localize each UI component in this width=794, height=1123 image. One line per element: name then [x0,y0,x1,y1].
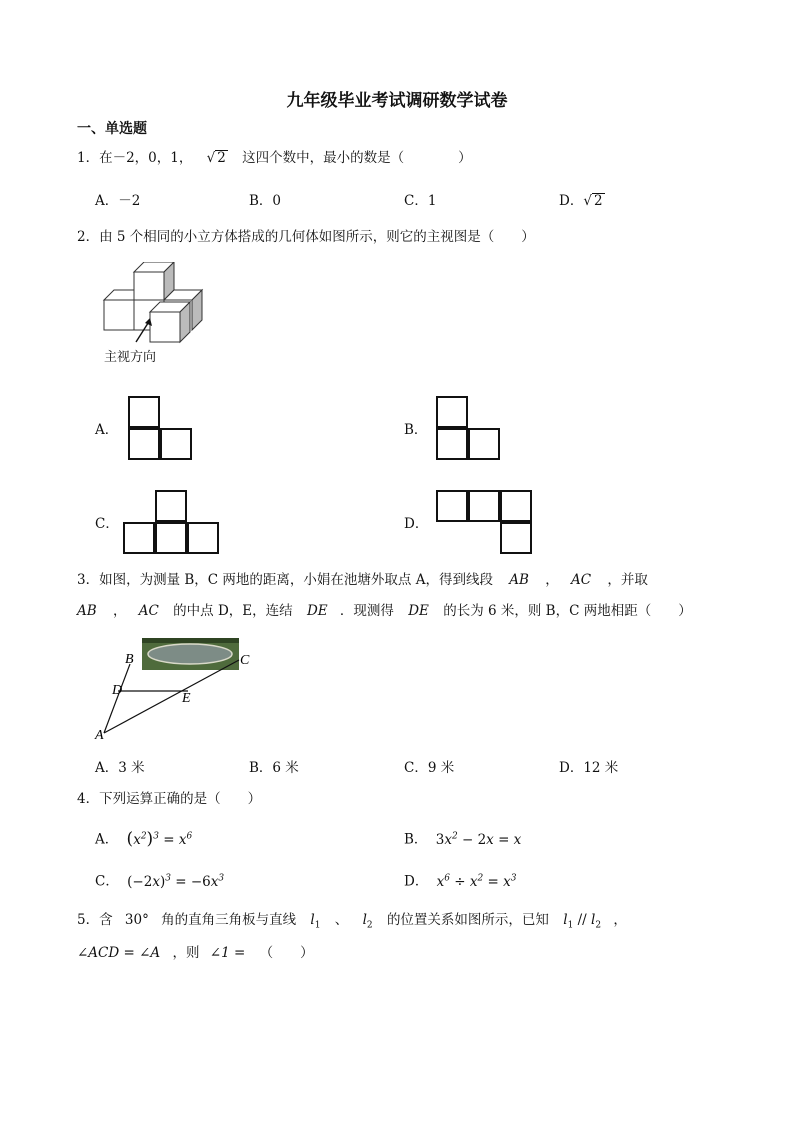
q5-line-l2: $l_2$ [362,912,373,931]
q5-angle-1: ∠1 = [209,945,246,961]
q4-option-c-prefix: C． [95,873,119,890]
q1-option-a: A．－2 [95,193,141,209]
q3-label-a: A [95,728,104,743]
question-3-line-1 [77,570,648,590]
q3-label-e: E [182,691,191,706]
q3-segment-ab-2: AB [77,603,97,619]
q3-pond-figure [92,636,252,746]
q3-segment-de-2: DE [408,603,429,619]
question-5-line-1 [77,910,627,936]
question-4-stem: 4．下列运算正确的是（ ） [77,791,262,807]
q1-option-d-radicand: 2 [593,193,603,209]
q5-angle-30: 30° [124,912,149,928]
q4-option-b-prefix: B． [404,831,428,848]
question-1-stem [77,148,472,168]
q5-line2-text-b: ，则 [172,945,200,961]
q2-figure-caption: 主视方向 [104,350,157,365]
q3-segment-ac: AC [571,572,592,588]
q3-comma-1: ， [545,572,559,588]
q2-option-c-label: C． [95,516,119,532]
q1-option-d: D．√ 2 [559,193,603,209]
q5-line1-text-a: 5．含 [77,912,113,928]
q3-line1-text-b: ，并取 [607,572,648,588]
q1-stem-part-b: 这四个数中，最小的数是（ [242,150,405,166]
q4-option-a [95,826,192,850]
question-2-stem: 2．由 5 个相同的小立方体搭成的几何体如图所示，则它的主视图是（ ） [77,229,535,245]
q5-l1-parallel-l2: $l_1 // l_2$ [563,912,602,931]
q4-option-a-prefix: A． [95,831,119,848]
q2-option-a-label: A． [95,422,119,438]
page-title: 九年级毕业考试调研数学试卷 [286,91,508,111]
q4-option-c [95,868,224,892]
q3-option-c: C．9 米 [404,760,455,776]
q3-segment-ab: AB [509,572,529,588]
q5-separator: 、 [334,912,349,928]
q5-line1-end: ， [613,912,627,928]
q1-option-c: C．1 [404,193,437,209]
q3-line2-text-c: ．现测得 [339,603,394,619]
q3-label-c: C [240,653,250,668]
q3-line2-text-d: 的长为 6 米，则 B，C 两地相距（ ） [443,603,692,619]
q3-segment-de: DE [306,603,328,619]
q5-answer-paren: （ ） [259,945,314,961]
q3-option-d: D．12 米 [559,760,619,776]
q1-sqrt-2: √ 2 [206,150,226,166]
q1-stem-end: ） [458,150,472,166]
q1-option-b: B．0 [249,193,282,209]
section-heading-single-choice: 一、单选题 [77,121,147,137]
q3-option-b: B．6 米 [249,760,299,776]
q3-segment-ac-2: AC [138,603,159,619]
q5-angle-equation: ∠ACD = ∠A [77,945,161,961]
q1-option-d-prefix: D． [559,193,584,209]
q3-option-a: A．3 米 [95,760,145,776]
question-5-line-2 [77,943,314,963]
q4-option-b [404,826,521,850]
q3-line2-text-b: 的中点 D，E，连结 [173,603,293,619]
q3-comma-2: ， [112,603,127,619]
q4-option-c-formula: $(-2x)^3 = -6x^3$ [127,873,225,890]
q5-line1-text-c: 的位置关系如图所示，已知 [386,912,549,928]
q2-option-d-label: D． [404,516,429,532]
q4-option-a-formula: $(x^2)^3 = x^6$ [126,828,193,849]
q3-label-b: B [125,652,134,667]
q1-stem-part-a: 1．在－2，0，1， [77,150,193,166]
q5-line-l1: $l_1$ [310,912,321,931]
q5-line1-text-b: 角的直角三角板与直线 [161,912,297,928]
q3-label-d: D [112,683,123,698]
q4-option-d [404,868,516,892]
q4-option-d-formula: $x^6 \div x^2 = x^3$ [436,873,517,890]
q4-option-d-prefix: D． [404,873,429,890]
question-3-line-2 [77,601,692,621]
q3-line1-text-a: 3．如图，为测量 B，C 两地的距离，小娟在池塘外取点 A，得到线段 [77,572,493,588]
q2-option-b-label: B． [404,422,428,438]
q1-sqrt-radicand: 2 [217,150,226,166]
q4-option-b-formula: $3x^2 - 2x = x$ [435,831,522,848]
